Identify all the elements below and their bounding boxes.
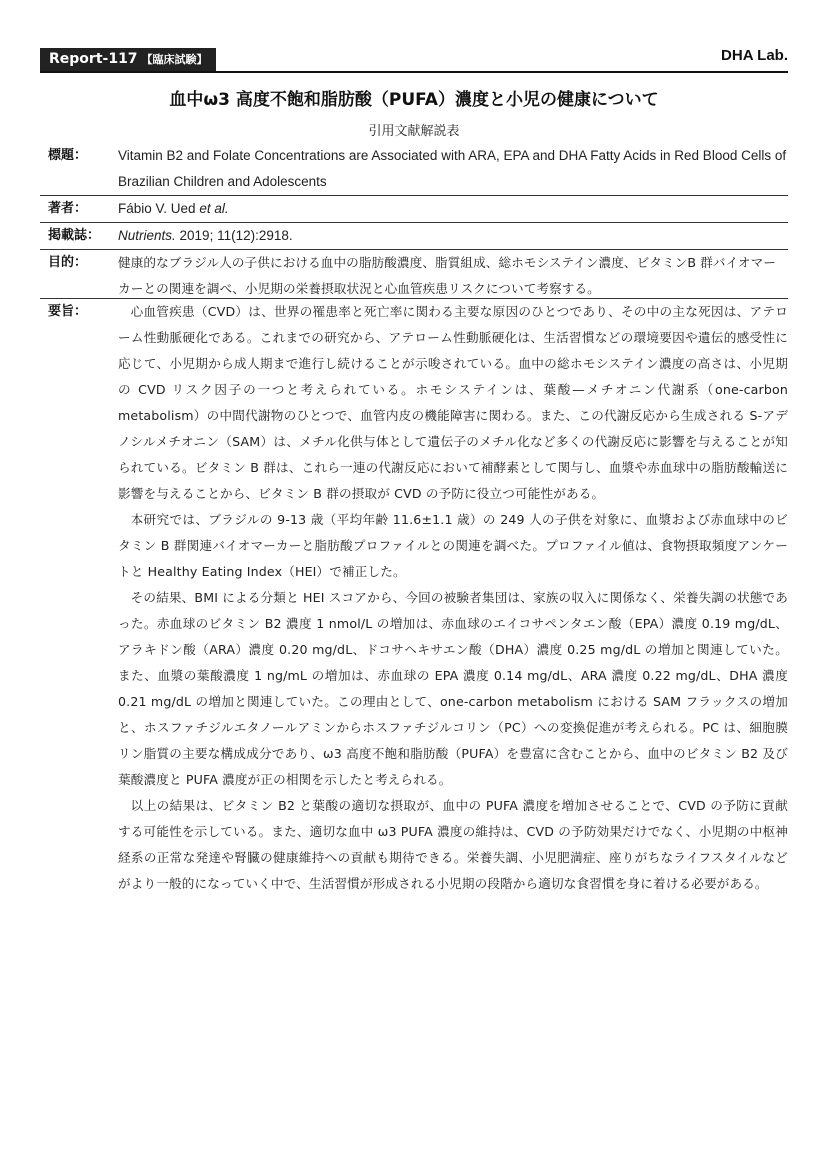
report-category: 【臨床試験】 xyxy=(141,53,208,66)
summary-paragraph-1: 心血管疾患（CVD）は、世界の罹患率と死亡率に関わる主要な原因のひとつであり、その中の主な死因は、アテローム性動脈硬化である。これまでの研究から、アテローム性動脈硬化は、生活習慣などの環境要因や遺伝的感受性に応じて、小児期から成人期まで進行し続けることが示唆されている。血中の総ホモシステイン濃度の高さは、小児期の CVD リスク因子の一つと考えられている。ホモシステインは、葉酸—メチオニン代謝系（one-carbon metabolism）の中間代謝物のひとつで、血管内皮の機能障害に関わる。また、この代謝反応から生成される S-アデノシルメチオニン（SAM）は、メチル化供与体として遺伝子のメチル化など多くの代謝反応に影響を与えることが知られている。ビタミン B 群は、これら一連の代謝反応において補酵素として関与し、血漿や赤血球中の脂肪酸輸送に影響を与えることから、ビタミン B 群の摂取が CVD の予防に役立つ可能性がある。 xyxy=(118,304,788,501)
page-title: 血中ω3 高度不飽和脂肪酸（PUFA）濃度と小児の健康について xyxy=(169,90,659,110)
purpose-label: 目的： xyxy=(48,255,88,270)
journal-name: Nutrients. xyxy=(118,228,176,243)
journal-label: 掲載誌： xyxy=(48,228,101,243)
brand-logo-text: DHA Lab. xyxy=(721,47,788,64)
author-value xyxy=(118,196,788,222)
purpose-value: 健康的なブラジル人の子供における血中の脂肪酸濃度、脂質組成、総ホモシステイン濃度、ビタミンB 群バイオマーカーとの関連を調べ、小児期の栄養摂取状況と心血管疾患リスクについて考察する。 xyxy=(118,255,777,296)
summary-paragraph-3: その結果、BMI による分類と HEI スコアから、今回の被験者集団は、家族の収入に関係なく、栄養失調の状態であった。赤血球のビタミン B2 濃度 1 nmol/L の増加は、赤血球のエイコサペンタエン酸（EPA）濃度 0.19 mg/dL、アラキドン酸（ARA）濃度 0.20 mg/dL、ドコサヘキサエン酸（DHA）濃度 0.25 mg/dL の増加と関連していた。また、血漿の葉酸濃度 1 ng/mL の増加は、赤血球の EPA 濃度 0.14 mg/dL、ARA 濃度 0.22 mg/dL、DHA 濃度 0.21 mg/dL の増加と関連していた。この理由として、one-carbon metabolism における SAM フラックスの増加と、ホスファチジルエタノールアミンからホスファチジルコリン（PC）への変換促進が考えられる。PC は、細胞膜リン脂質の主要な構成成分であり、ω3 高度不飽和脂肪酸（PUFA）を豊富に含むことから、血中のビタミン B2 及び葉酸濃度と PUFA 濃度が正の相関を示したと考えられる。 xyxy=(118,590,788,787)
page-subtitle: 引用文献解説表 xyxy=(368,124,460,139)
journal-row xyxy=(40,223,788,250)
author-etal: et al. xyxy=(199,201,229,216)
author-row xyxy=(40,196,788,223)
author-name: Fábio V. Ued xyxy=(118,201,196,216)
summary-paragraph-2: 本研究では、ブラジルの 9-13 歳（平均年齢 11.6±1.1 歳）の 249 人の子供を対象に、血漿および赤血球中のビタミン B 群関連バイオマーカーと脂肪酸プロファイルとの関連を調べた。プロファイル値は、食物摂取頻度アンケートと Healthy Eating Index（HEI）で補正した。 xyxy=(118,512,788,579)
report-header xyxy=(40,46,788,73)
citation-title-value: Vitamin B2 and Folate Concentrations are Associated with ARA, EPA and DHA Fatty Acids in Red Blood Cells of Brazilian Children and Adolescents xyxy=(118,148,787,189)
purpose-row xyxy=(40,250,788,302)
citation-title-row xyxy=(40,143,788,196)
summary-section xyxy=(40,298,788,897)
citation-info xyxy=(40,143,788,302)
summary-row xyxy=(40,299,788,897)
report-number: Report-117 xyxy=(49,51,138,67)
report-tag xyxy=(40,48,216,71)
summary-label: 要旨： xyxy=(48,304,88,319)
author-label: 著者： xyxy=(48,201,88,216)
citation-title-label: 標題： xyxy=(48,148,88,163)
journal-value xyxy=(118,223,788,249)
summary-body xyxy=(118,299,788,897)
summary-paragraph-4: 以上の結果は、ビタミン B2 と葉酸の適切な摂取が、血中の PUFA 濃度を増加させることで、CVD の予防に貢献する可能性を示している。また、適切な血中 ω3 PUFA 濃度の維持は、CVD の予防効果だけでなく、小児期の中枢神経系の正常な発達や腎臓の健康維持への貢献も期待できる。栄養失調、小児肥満症、座りがちなライフスタイルなどがより一般的になっていく中で、生活習慣が形成される小児期の段階から適切な食習慣を身に着ける必要がある。 xyxy=(118,798,788,891)
journal-citation: 2019; 11(12):2918. xyxy=(175,228,293,243)
